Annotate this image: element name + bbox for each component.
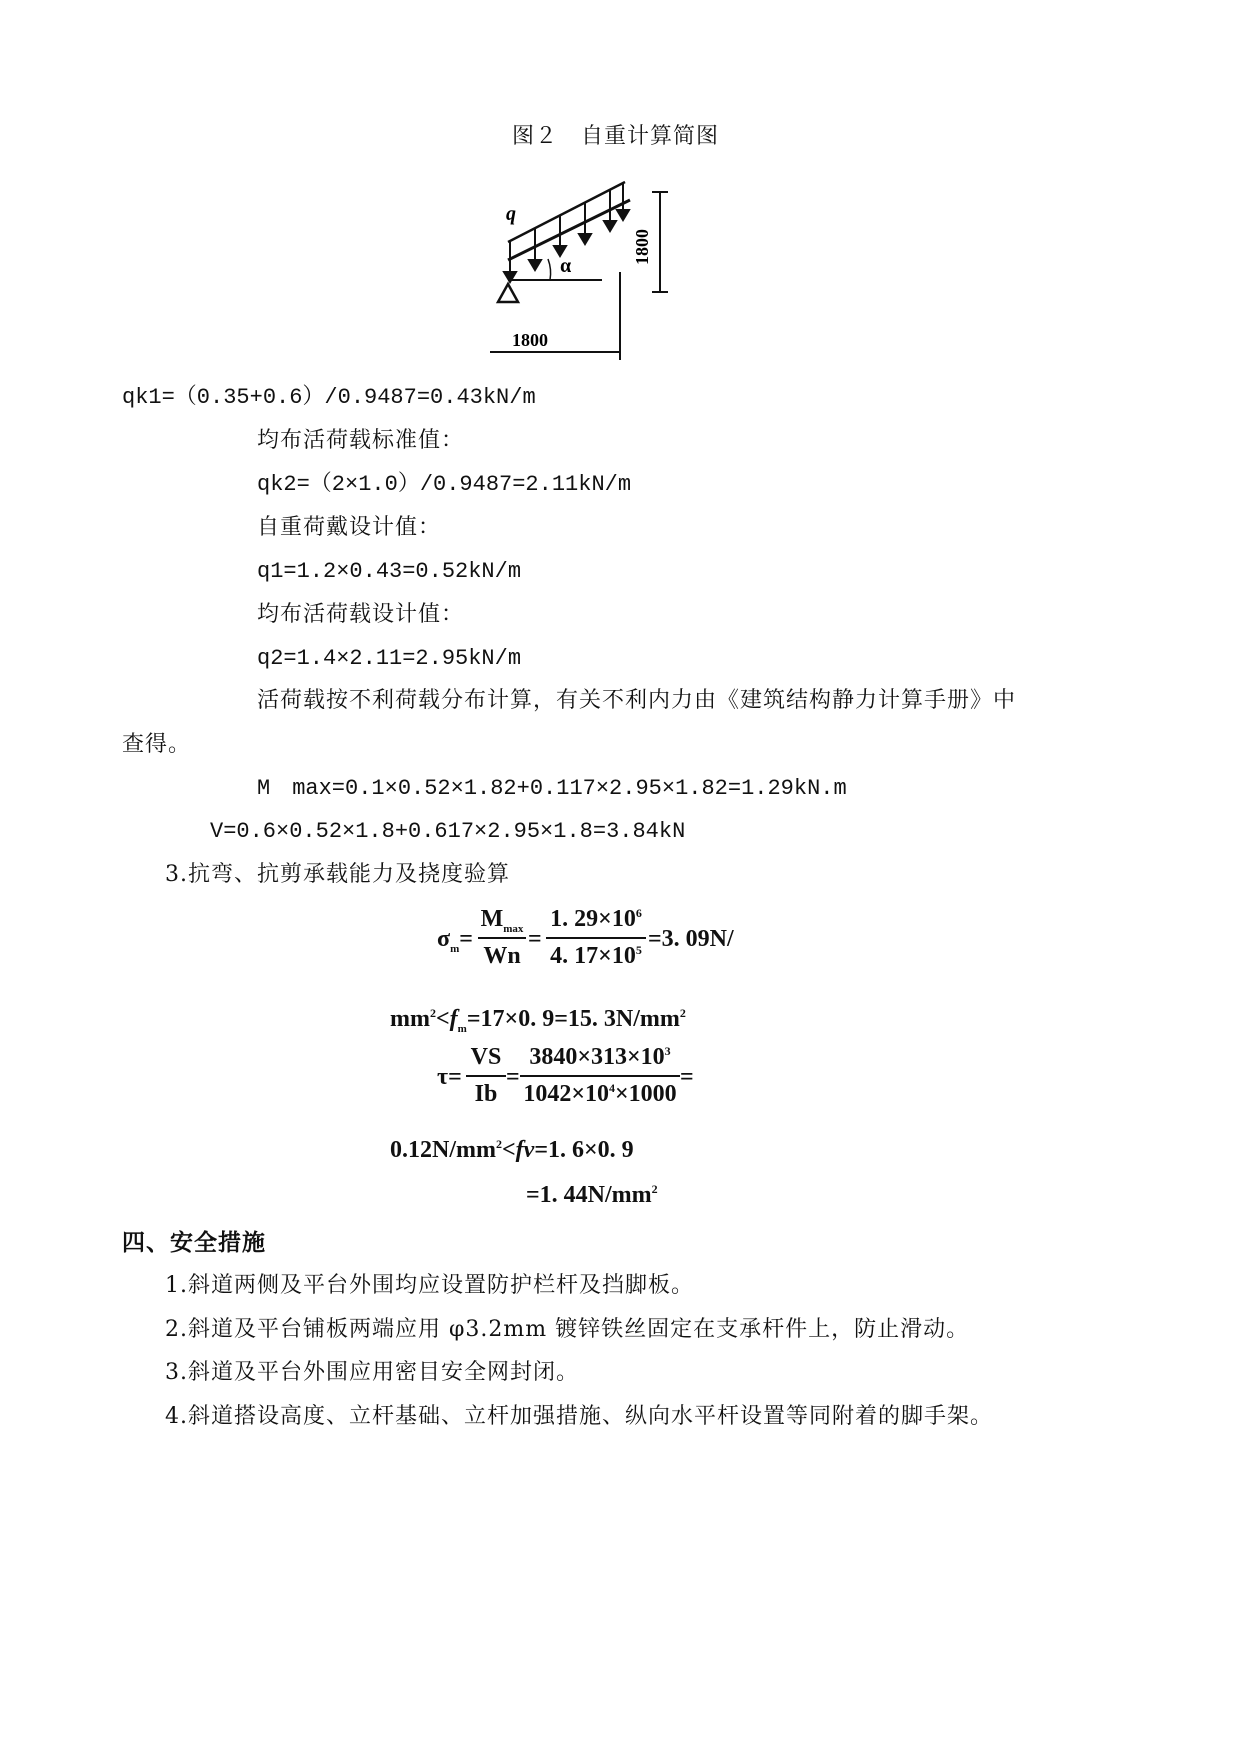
sigma-result: =3. 09N/ bbox=[648, 926, 734, 952]
paragraph-line-2: 查得。 bbox=[122, 732, 192, 757]
live-load-standard-label: 均布活荷载标准值： bbox=[257, 428, 465, 453]
load-diagram bbox=[490, 180, 730, 380]
shear-check-line: $0.12N/mm^2<fv=1$. 6×0. 9 bbox=[390, 1137, 634, 1163]
safety-item-2: 2.斜道及平台铺板两端应用 φ3.2mm 镀锌铁丝固定在支承杆件上，防止滑动。 bbox=[165, 1317, 970, 1342]
label-alpha: α bbox=[560, 255, 572, 277]
sigma-lhs: $\sigma_m=$ bbox=[437, 926, 473, 955]
dim-horizontal-label: 1800 bbox=[512, 330, 548, 350]
section-4-heading: 四、安全措施 bbox=[122, 1230, 266, 1256]
shear-result-line: =1. $44N/mm^2$ bbox=[526, 1182, 658, 1208]
sigma-equals: = bbox=[528, 926, 542, 952]
mmax-line: M max=0.1×0.52×1.82+0.117×2.95×1.82=1.29kN.m bbox=[257, 776, 847, 801]
safety-item-3: 3.斜道及平台外围应用密目安全网封闭。 bbox=[165, 1360, 579, 1385]
dead-load-design-label: 自重荷戴设计值： bbox=[257, 515, 442, 540]
tau-trailing-equals: = bbox=[680, 1064, 694, 1090]
dim-vertical-label: 1800 bbox=[632, 229, 652, 265]
safety-item-1: 1.斜道两侧及平台外围均应设置防护栏杆及挡脚板。 bbox=[165, 1273, 694, 1298]
label-q: q bbox=[506, 203, 516, 225]
tau-equals: = bbox=[506, 1064, 520, 1090]
sigma-fraction-1: $M_{max}$ Wn bbox=[478, 906, 526, 970]
qk2-line: qk2=（2×1.0）/0.9487=2.11kN/m bbox=[257, 472, 632, 497]
support-triangle bbox=[498, 284, 518, 302]
alpha-arc bbox=[548, 259, 551, 280]
q1-line: q1=1.2×0.43=0.52kN/m bbox=[257, 559, 522, 584]
sigma-fraction-2: 1. $29\times 10^6$ 4. $17\times 10^5$ bbox=[546, 906, 646, 970]
bending-check-line: $mm^2<f_m=17\times 0$. 9=15. $3N/mm^2$ bbox=[390, 1006, 686, 1035]
safety-item-4: 4.斜道搭设高度、立杆基础、立杆加强措施、纵向水平杆设置等同附着的脚手架。 bbox=[165, 1404, 993, 1429]
q2-line: q2=1.4×2.11=2.95kN/m bbox=[257, 646, 522, 671]
live-load-design-label: 均布活荷载设计值： bbox=[257, 602, 465, 627]
figure-caption: 图２ 自重计算简图 bbox=[512, 124, 720, 149]
tau-fraction-1: VS Ib bbox=[466, 1044, 506, 1108]
tau-fraction-2: $3840\times 313\times 10^3$ $1042\times 10^4\times 1000$ bbox=[520, 1044, 680, 1108]
section-3-heading: 3.抗弯、抗剪承载能力及挠度验算 bbox=[165, 862, 510, 887]
qk1-line: qk1=（0.35+0.6）/0.9487=0.43kN/m bbox=[122, 385, 536, 410]
paragraph-line-1: 活荷载按不利荷载分布计算，有关不利内力由《建筑结构静力计算手册》中 bbox=[257, 688, 1017, 713]
tau-lhs: τ= bbox=[437, 1064, 462, 1090]
v-line: V=0.6×0.52×1.8+0.617×2.95×1.8=3.84kN bbox=[210, 819, 686, 844]
